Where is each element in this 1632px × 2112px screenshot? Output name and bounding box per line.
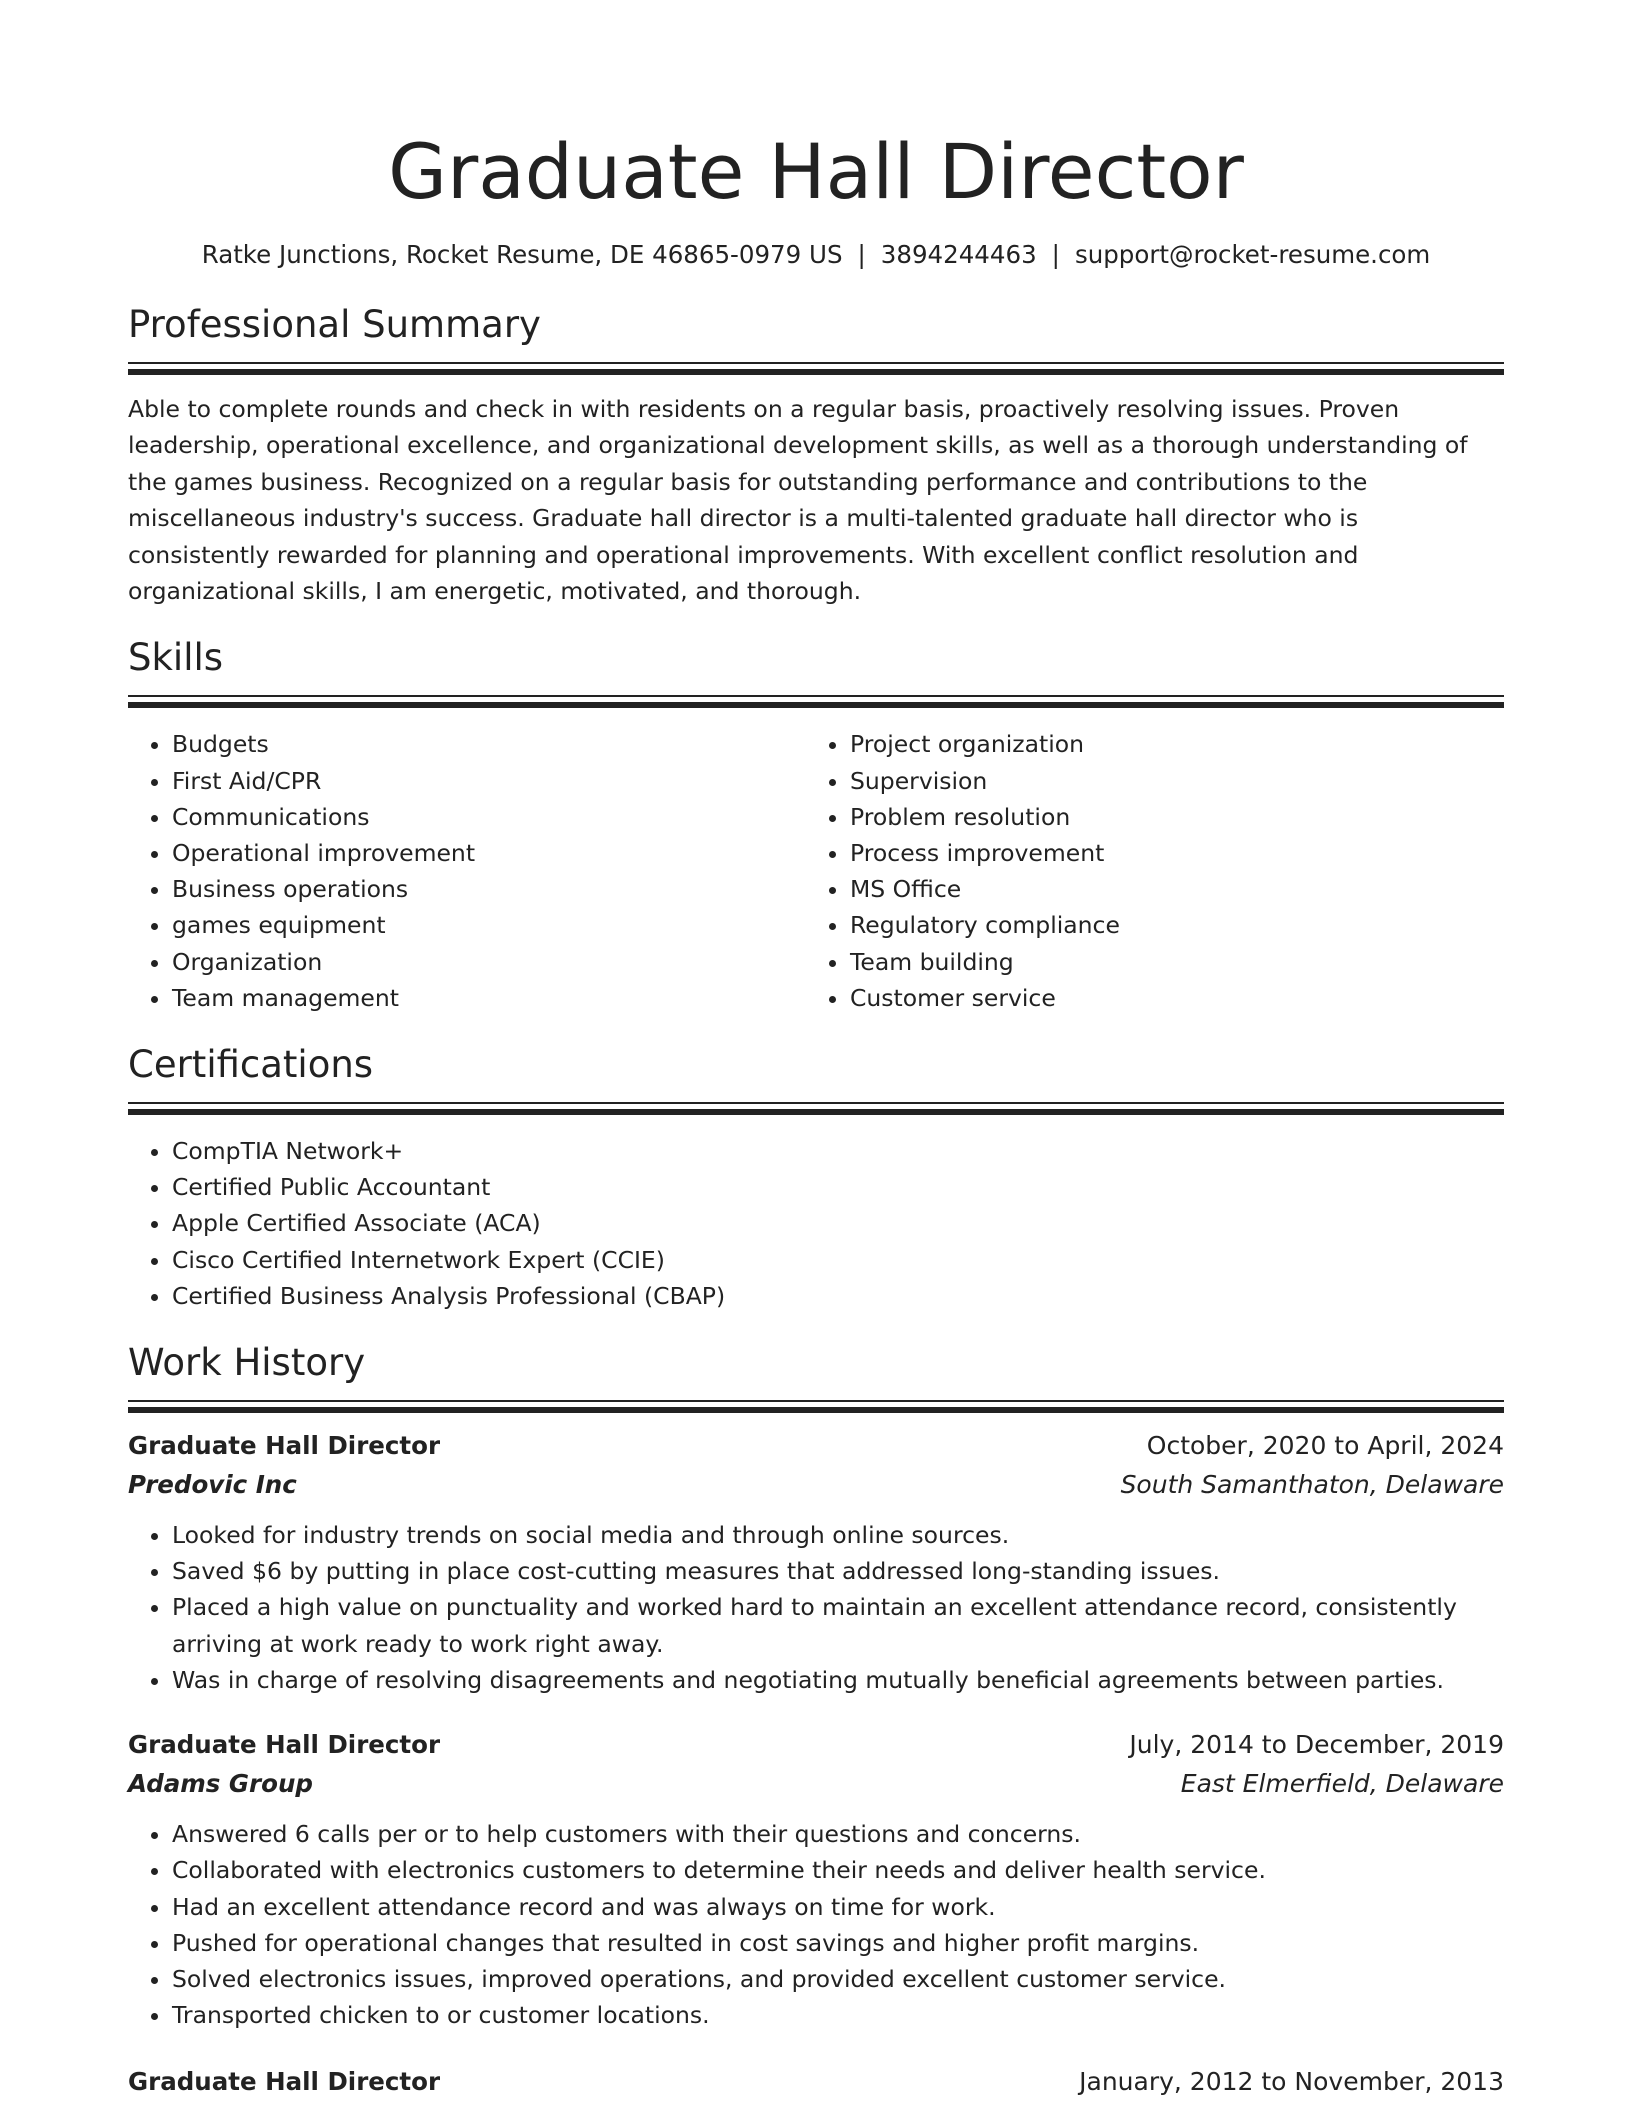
section-title-skills: Skills [128,636,224,680]
section-rule [128,1407,1504,1413]
certification-item: • Certified Business Analysis Professional (CBAP) [172,1278,1504,1314]
contact-separator: | [857,240,866,269]
skill-item: • Customer service [850,980,1484,1016]
certification-item: • Apple Certified Associate (ACA) [172,1205,1504,1241]
skill-item: • Budgets [172,726,806,762]
job-header [128,1726,1504,1764]
certification-item: • Certified Public Accountant [172,1169,1504,1205]
skills-column-right [806,726,1484,1016]
section-rule [128,369,1504,375]
skill-item: • Project organization [850,726,1484,762]
skills-section [128,635,1504,1016]
summary-text: Able to complete rounds and check in with residents on a regular basis, proactively resolving issues. Proven leadership, operational excellence, and organizational development skills, as well as a thorough understanding of the games business. Recognized on a regular basis for outstanding performance and contributions to the miscellaneous industry's success. Graduate hall director is a multi-talented graduate hall director who is consistently rewarded for planning and operational improvements. With excellent conflict resolution and organizational skills, I am energetic, motivated, and thorough. [128,395,1468,606]
job-title: Graduate Hall Director [128,1431,441,1461]
section-rule [128,695,1504,697]
skill-item: • Team management [172,980,806,1016]
job-entry [128,1726,1504,2033]
job-bullet: • Placed a high value on punctuality and worked hard to maintain an excellent attendance record, consistently arriving at work ready to work right away. [172,1589,1504,1661]
job-location: East Elmerfield, Delaware [1180,1769,1504,1799]
job-header [128,1427,1504,1465]
section-title-work: Work History [128,1341,366,1385]
job-bullet: • Collaborated with electronics customers to determine their needs and deliver health service. [172,1852,1504,1888]
resume-name: Graduate Hall Director [388,127,1244,216]
skills-grid [128,726,1504,1016]
section-rule [128,1400,1504,1402]
skill-item: • First Aid/CPR [172,763,806,799]
skill-item: • MS Office [850,871,1484,907]
skill-item: • Supervision [850,763,1484,799]
certifications-section [128,1042,1504,1314]
skill-item: • Operational improvement [172,835,806,871]
skill-item: • Problem resolution [850,799,1484,835]
job-bullet: • Saved $6 by putting in place cost-cutting measures that addressed long-standing issues. [172,1553,1504,1589]
skills-column-left [128,726,806,1016]
skill-item: • Business operations [172,871,806,907]
certification-item: • CompTIA Network+ [172,1133,1504,1169]
job-title: Graduate Hall Director [128,2067,441,2097]
job-bullet: • Transported chicken to or customer locations. [172,1997,1504,2033]
job-title: Graduate Hall Director [128,1730,441,1760]
skill-item: • Regulatory compliance [850,907,1484,943]
contact-phone: 3894244463 [880,240,1037,269]
summary-section [128,302,1504,609]
section-rule [128,702,1504,708]
job-company: Adams Group [128,1769,313,1799]
job-location: South Samanthaton, Delaware [1120,1470,1504,1500]
job-bullet: • Had an excellent attendance record and was always on time for work. [172,1889,1504,1925]
resume-content [128,0,1504,2101]
job-dates: October, 2020 to April, 2024 [1146,1431,1504,1461]
certification-item: • Cisco Certified Internetwork Expert (CCIE) [172,1242,1504,1278]
job-header [128,2063,1504,2101]
section-title-certifications: Certifications [128,1043,374,1087]
skill-item: • Team building [850,944,1484,980]
job-bullet: • Pushed for operational changes that resulted in cost savings and higher profit margins. [172,1925,1504,1961]
job-bullet: • Was in charge of resolving disagreements and negotiating mutually beneficial agreements between parties. [172,1662,1504,1698]
job-entry [128,2063,1504,2101]
job-subheader [128,1764,1504,1804]
job-entry [128,1427,1504,1698]
skill-item: • Process improvement [850,835,1484,871]
contact-address: Ratke Junctions, Rocket Resume, DE 46865-0979 US [201,240,843,269]
job-dates: January, 2012 to November, 2013 [1079,2067,1504,2097]
contact-email: support@rocket-resume.com [1074,240,1431,269]
work-section [128,1340,1504,2101]
job-dates: July, 2014 to December, 2019 [1129,1730,1504,1760]
job-bullet: • Solved electronics issues, improved operations, and provided excellent customer service. [172,1961,1504,1997]
contact-separator: | [1051,240,1060,269]
skill-item: • Organization [172,944,806,980]
section-title-summary: Professional Summary [128,303,541,346]
skill-item: • games equipment [172,907,806,943]
skill-item: • Communications [172,799,806,835]
section-rule [128,1102,1504,1104]
contact-line [128,238,1504,272]
job-bullet: • Answered 6 calls per or to help customers with their questions and concerns. [172,1816,1504,1852]
job-subheader [128,1465,1504,1505]
section-rule [128,362,1504,364]
job-company: Predovic Inc [128,1470,297,1500]
section-rule [128,1109,1504,1115]
job-bullet: • Looked for industry trends on social media and through online sources. [172,1517,1504,1553]
